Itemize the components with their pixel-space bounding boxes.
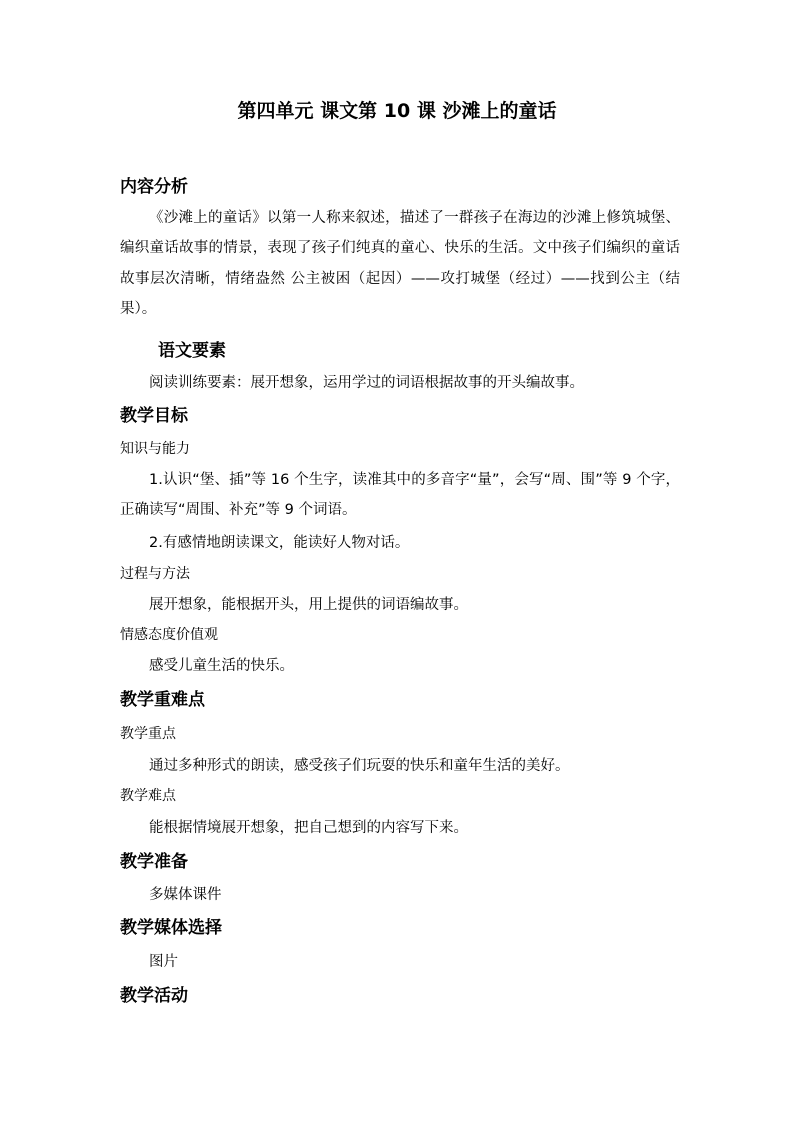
goal-item-1: 1.认识“堡、插”等 16 个生字，读准其中的多音字“量”，会写“周、围”等 9 个字，正确读写“周围、补充”等 9 个词语。 xyxy=(120,472,680,519)
heading-teaching-activities: 教学活动 xyxy=(120,986,188,1006)
language-elements-text: 阅读训练要素：展开想象，运用学过的词语根据故事的开头编故事。 xyxy=(149,375,584,391)
heading-teaching-goals: 教学目标 xyxy=(120,406,188,426)
label-emotion-values: 情感态度价值观 xyxy=(120,627,218,643)
heading-language-elements: 语文要素 xyxy=(158,341,226,361)
process-method-text: 展开想象，能根据开头，用上提供的词语编故事。 xyxy=(149,597,468,613)
goal-item-2: 2.有感情地朗读课文，能读好人物对话。 xyxy=(149,535,410,551)
document-title: 第四单元 课文第 10 课 沙滩上的童话 xyxy=(237,100,557,122)
heading-key-points: 教学重难点 xyxy=(120,690,205,710)
content-analysis-paragraph: 《沙滩上的童话》以第一人称来叙述，描述了一群孩子在海边的沙滩上修筑城堡、编织童话故事的情景，表现了孩子们纯真的童心、快乐的生活。文中孩子们编织的童话故事层次清晰，情绪盎然 公主被困（起因）——攻打城堡（经过）——找到公主（结果）。 xyxy=(120,210,680,317)
label-teaching-focus: 教学重点 xyxy=(120,726,176,742)
heading-media-selection: 教学媒体选择 xyxy=(120,918,222,938)
teaching-difficulty-text: 能根据情境展开想象，把自己想到的内容写下来。 xyxy=(149,820,468,836)
emotion-values-text: 感受儿童生活的快乐。 xyxy=(149,658,294,674)
media-selection-text: 图片 xyxy=(149,954,178,970)
heading-preparation: 教学准备 xyxy=(120,852,188,872)
label-knowledge-ability: 知识与能力 xyxy=(120,441,190,457)
preparation-text: 多媒体课件 xyxy=(149,887,222,903)
label-teaching-difficulty: 教学难点 xyxy=(120,788,176,804)
heading-content-analysis: 内容分析 xyxy=(120,177,188,197)
teaching-focus-text: 通过多种形式的朗读，感受孩子们玩耍的快乐和童年生活的美好。 xyxy=(149,758,570,774)
label-process-method: 过程与方法 xyxy=(120,566,190,582)
